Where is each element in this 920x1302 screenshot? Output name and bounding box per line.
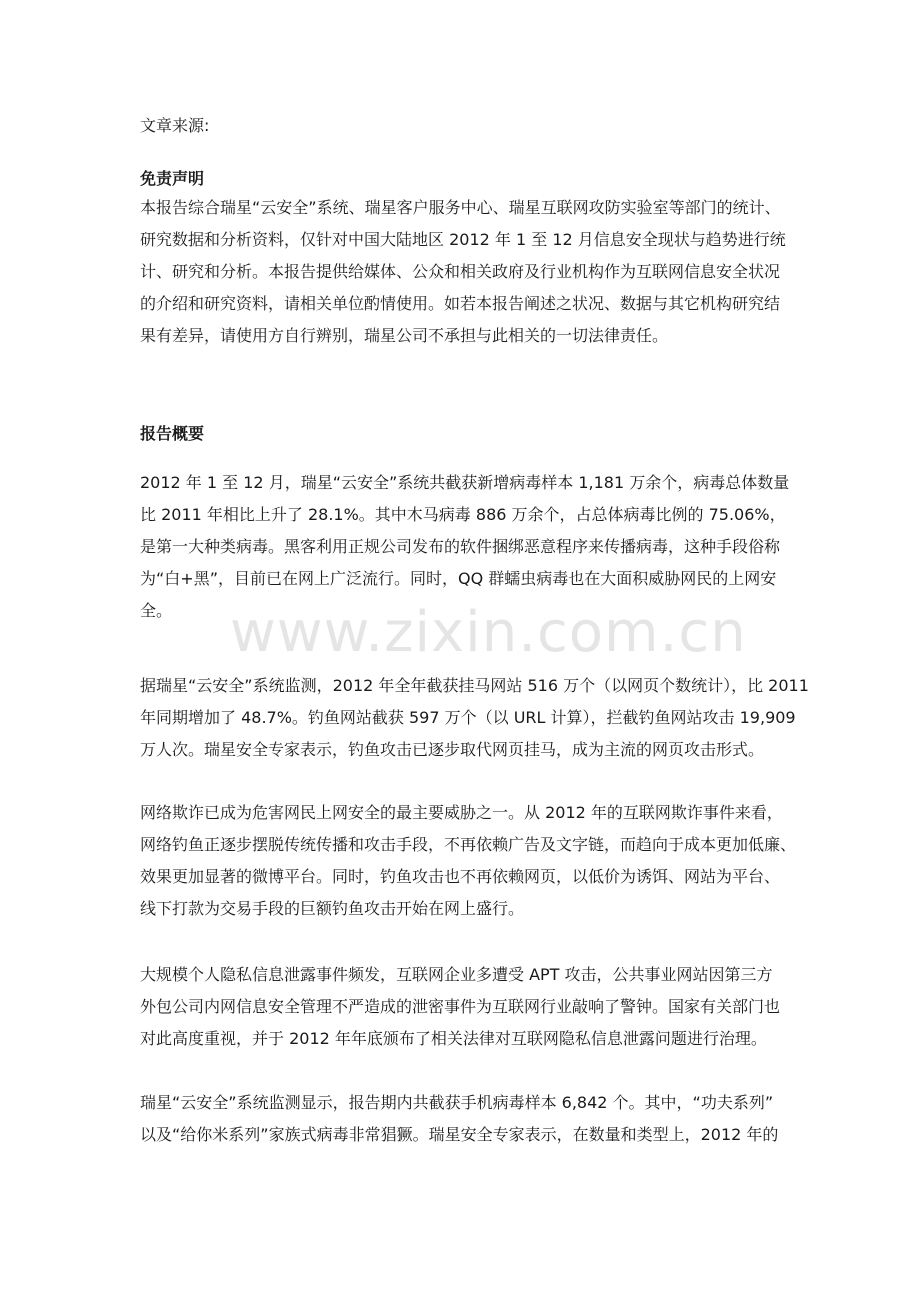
text-line: 全。 <box>140 601 173 620</box>
overview-paragraph <box>140 797 796 925</box>
text-line: 本报告综合瑞星“云安全”系统、瑞星客户服务中心、瑞星互联网攻防实验室等部门的统计、 <box>140 198 781 217</box>
disclaimer-paragraph <box>140 192 786 352</box>
text-line: 网络钓鱼正逐步摆脱传统传播和攻击手段，不再依赖广告及文字链，而趋向于成本更加低廉、 <box>140 835 797 854</box>
overview-paragraph <box>140 670 809 766</box>
text-line: 网络欺诈已成为危害网民上网安全的最主要威胁之一。从 2012 年的互联网欺诈事件来看， <box>140 803 783 822</box>
text-line: 比 2011 年相比上升了 28.1%。其中木马病毒 886 万余个，占总体病毒比例的 75.06%， <box>140 505 786 524</box>
text-line: 以及“给你米系列”家族式病毒非常猖獗。瑞星安全专家表示，在数量和类型上，2012 年的 <box>140 1125 779 1144</box>
disclaimer-heading: 免责声明 <box>140 169 205 188</box>
text-line: 大规模个人隐私信息泄露事件频发，互联网企业多遭受 APT 攻击，公共事业网站因第三方 <box>140 965 773 984</box>
watermark: www.zixin.com.cn <box>230 600 747 665</box>
text-line: 年同期增加了 48.7%。钓鱼网站截获 597 万个（以 URL 计算），拦截钓鱼网站攻击 19,909 <box>140 708 796 727</box>
text-line: 为“白+黑”，目前已在网上广泛流行。同时，QQ 群蠕虫病毒也在大面积威胁网民的上网安 <box>140 569 777 588</box>
text-line: 效果更加显著的微博平台。同时，钓鱼攻击也不再依赖网页，以低价为诱饵、网站为平台、 <box>140 867 781 886</box>
overview-paragraph <box>140 1087 778 1151</box>
text-line: 线下打款为交易手段的巨额钓鱼攻击开始在网上盛行。 <box>140 899 525 918</box>
text-line: 据瑞星“云安全”系统监测，2012 年全年截获挂马网站 516 万个（以网页个数统计），比 2011 <box>140 676 809 695</box>
text-line: 果有差异，请使用方自行辨别，瑞星公司不承担与此相关的一切法律责任。 <box>140 326 669 345</box>
text-line: 研究数据和分析资料，仅针对中国大陆地区 2012 年 1 至 12 月信息安全现状与趋势进行统 <box>140 230 786 249</box>
text-line: 对此高度重视，并于 2012 年年底颁布了相关法律对互联网隐私信息泄露问题进行治理。 <box>140 1029 767 1048</box>
article-source-label: 文章来源: <box>140 116 210 135</box>
text-line: 的介绍和研究资料，请相关单位酌情使用。如若本报告阐述之状况、数据与其它机构研究结 <box>140 294 781 313</box>
text-line: 计、研究和分析。本报告提供给媒体、公众和相关政府及行业机构作为互联网信息安全状况 <box>140 262 781 281</box>
text-line: 万人次。瑞星安全专家表示，钓鱼攻击已逐步取代网页挂马，成为主流的网页攻击形式。 <box>140 740 765 759</box>
text-line: 2012 年 1 至 12 月，瑞星“云安全”系统共截获新增病毒样本 1,181 万余个，病毒总体数量 <box>140 473 790 492</box>
overview-heading: 报告概要 <box>140 424 205 443</box>
text-line: 外包公司内网信息安全管理不严造成的泄密事件为互联网行业敲响了警钟。国家有关部门也 <box>140 997 781 1016</box>
text-line: 是第一大种类病毒。黑客利用正规公司发布的软件捆绑恶意程序来传播病毒，这种手段俗称 <box>140 537 781 556</box>
overview-paragraph <box>140 959 780 1055</box>
text-line: 瑞星“云安全”系统监测显示，报告期内共截获手机病毒样本 6,842 个。其中，“功夫系列” <box>140 1093 774 1112</box>
